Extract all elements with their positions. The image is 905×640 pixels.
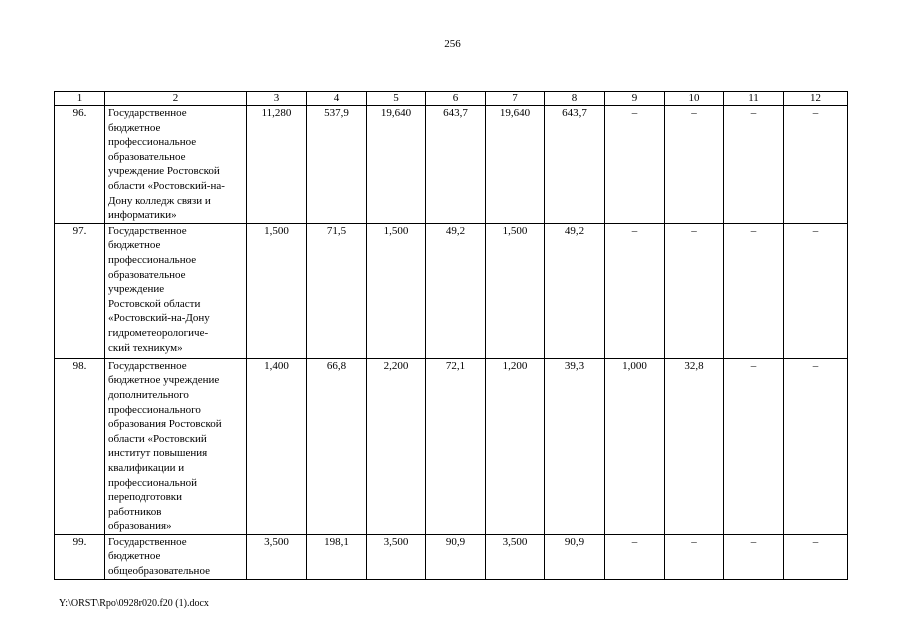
- institution-name-line: «Ростовский-на-Дону: [108, 312, 210, 325]
- institution-name-line: Дону колледж связи и: [108, 194, 211, 207]
- value-cell: 1,500: [247, 223, 307, 358]
- institution-name-line: переподготовки: [108, 491, 182, 504]
- value-cell: 19,640: [367, 106, 426, 224]
- institution-name-line: информатики»: [108, 209, 177, 222]
- institution-name-line: квалификации и: [108, 461, 185, 474]
- institution-name-line: дополнительного: [108, 388, 189, 401]
- institution-name-line: учреждение: [108, 283, 165, 296]
- value-cell: –: [784, 358, 848, 534]
- header-cell: 11: [724, 92, 784, 106]
- institution-name-line: образовательное: [108, 268, 186, 281]
- header-cell: 8: [545, 92, 605, 106]
- value-cell: –: [724, 358, 784, 534]
- institution-name-line: Ростовской области: [108, 297, 201, 310]
- row-number-cell: 97.: [55, 223, 105, 358]
- header-cell: 2: [105, 92, 247, 106]
- value-cell: 39,3: [545, 358, 605, 534]
- institution-name-line: образования»: [108, 520, 172, 533]
- footer-file-path: Y:\ORST\Rpo\0928r020.f20 (1).docx: [59, 598, 209, 609]
- value-cell: 3,500: [486, 534, 545, 579]
- value-cell: –: [665, 534, 724, 579]
- table-header-row: [55, 92, 848, 106]
- header-cell: 1: [55, 92, 105, 106]
- value-cell: 90,9: [426, 534, 486, 579]
- institution-name-line: области «Ростовский: [108, 432, 207, 445]
- institution-name-line: работников: [108, 505, 162, 518]
- row-number-cell: 98.: [55, 358, 105, 534]
- value-cell: 537,9: [307, 106, 367, 224]
- value-cell: 198,1: [307, 534, 367, 579]
- institution-name-line: ский техникум»: [108, 341, 183, 354]
- value-cell: 66,8: [307, 358, 367, 534]
- institution-name-cell: [105, 358, 247, 534]
- institution-name-line: бюджетное: [108, 550, 161, 563]
- value-cell: 643,7: [545, 106, 605, 224]
- header-cell: 6: [426, 92, 486, 106]
- value-cell: 72,1: [426, 358, 486, 534]
- value-cell: 1,200: [486, 358, 545, 534]
- table-row: [55, 223, 848, 358]
- institution-name-line: учреждение Ростовской: [108, 165, 220, 178]
- value-cell: 32,8: [665, 358, 724, 534]
- institution-name-line: Государственное: [108, 535, 187, 548]
- institution-name-line: Государственное: [108, 359, 187, 372]
- table-row: [55, 534, 848, 579]
- value-cell: –: [724, 223, 784, 358]
- value-cell: –: [605, 106, 665, 224]
- row-number-cell: 96.: [55, 106, 105, 224]
- value-cell: –: [784, 223, 848, 358]
- header-cell: 3: [247, 92, 307, 106]
- table-row: [55, 106, 848, 224]
- institution-name-line: области «Ростовский-на-: [108, 179, 225, 192]
- value-cell: 3,500: [247, 534, 307, 579]
- institution-name-cell: [105, 534, 247, 579]
- value-cell: –: [605, 223, 665, 358]
- institution-name-line: бюджетное учреждение: [108, 374, 220, 387]
- header-cell: 12: [784, 92, 848, 106]
- header-cell: 5: [367, 92, 426, 106]
- institution-name-line: профессиональное: [108, 136, 197, 149]
- value-cell: 1,500: [367, 223, 426, 358]
- value-cell: 1,000: [605, 358, 665, 534]
- institution-name-line: общеобразовательное: [108, 565, 210, 578]
- value-cell: 3,500: [367, 534, 426, 579]
- institution-name-line: образования Ростовской: [108, 418, 222, 431]
- header-cell: 9: [605, 92, 665, 106]
- value-cell: –: [665, 106, 724, 224]
- institution-name-line: Государственное: [108, 107, 187, 119]
- value-cell: 1,400: [247, 358, 307, 534]
- institution-name-line: институт повышения: [108, 447, 208, 460]
- page-number: 256: [444, 38, 461, 50]
- value-cell: 90,9: [545, 534, 605, 579]
- value-cell: –: [784, 534, 848, 579]
- value-cell: 71,5: [307, 223, 367, 358]
- value-cell: 19,640: [486, 106, 545, 224]
- table-row: [55, 358, 848, 534]
- institution-name-cell: [105, 223, 247, 358]
- budget-table: [54, 91, 848, 580]
- value-cell: –: [665, 223, 724, 358]
- value-cell: 1,500: [486, 223, 545, 358]
- value-cell: –: [724, 106, 784, 224]
- value-cell: 49,2: [545, 223, 605, 358]
- header-cell: 7: [486, 92, 545, 106]
- header-cell: 10: [665, 92, 724, 106]
- value-cell: 2,200: [367, 358, 426, 534]
- institution-name-line: образовательное: [108, 150, 186, 163]
- header-cell: 4: [307, 92, 367, 106]
- institution-name-line: бюджетное: [108, 239, 161, 252]
- institution-name-line: профессиональной: [108, 476, 197, 489]
- institution-name-line: профессионального: [108, 403, 201, 416]
- institution-name-line: профессиональное: [108, 253, 197, 266]
- value-cell: 49,2: [426, 223, 486, 358]
- institution-name-cell: [105, 106, 247, 224]
- value-cell: –: [605, 534, 665, 579]
- institution-name-line: бюджетное: [108, 121, 161, 134]
- institution-name-line: гидрометеорологиче-: [108, 326, 209, 339]
- value-cell: –: [724, 534, 784, 579]
- row-number-cell: 99.: [55, 534, 105, 579]
- value-cell: 11,280: [247, 106, 307, 224]
- institution-name-line: Государственное: [108, 224, 187, 237]
- value-cell: –: [784, 106, 848, 224]
- value-cell: 643,7: [426, 106, 486, 224]
